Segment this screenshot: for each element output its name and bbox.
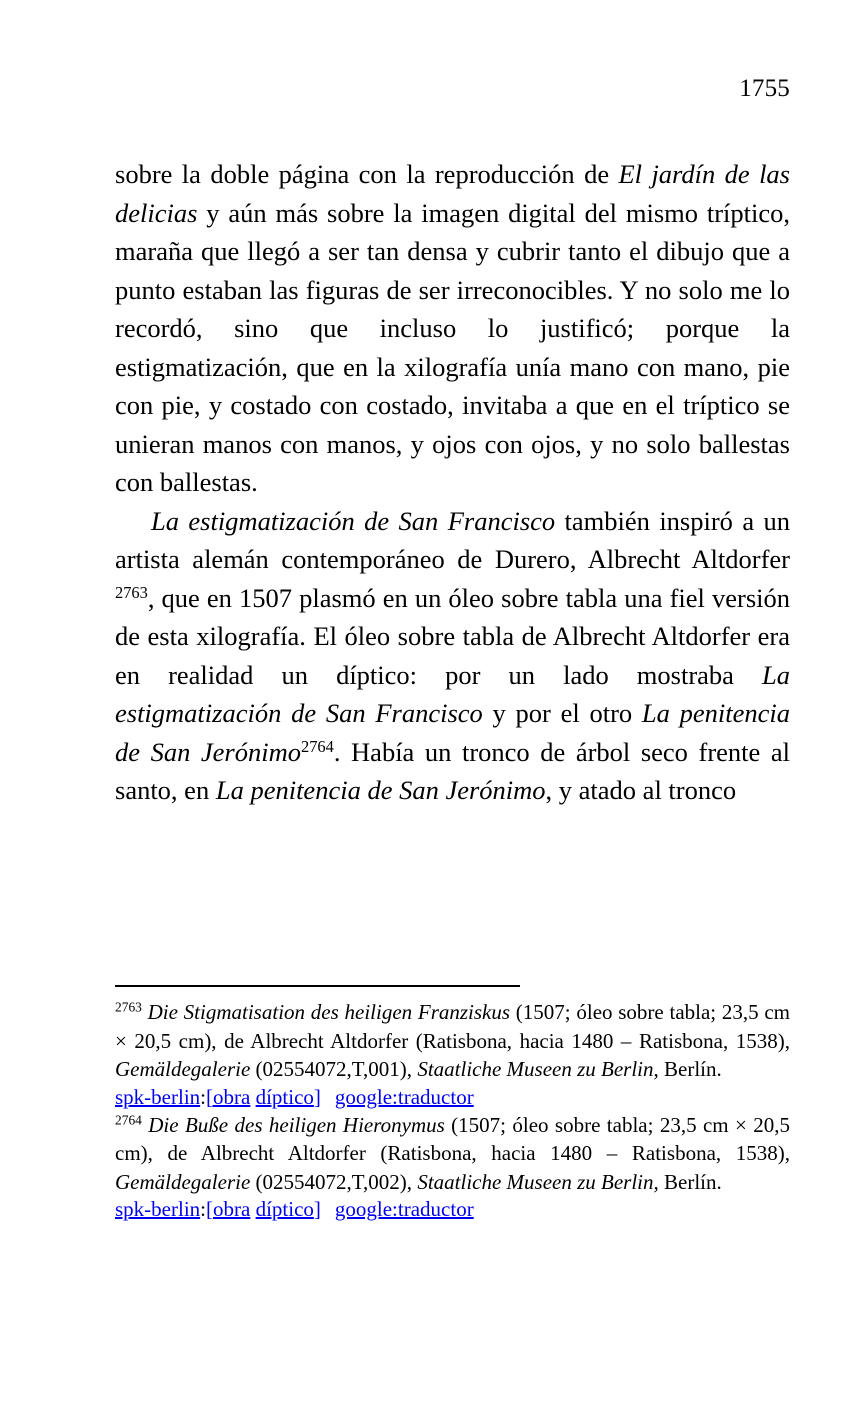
link-obra[interactable] — [206, 1085, 250, 1109]
italic-title-el-jardin: El jardín de las delicias — [115, 159, 790, 228]
link-spk-berlin[interactable]: spk-berlin — [115, 1197, 201, 1221]
text-run: (1507; óleo sobre tabla; 23,5 cm × 20,5 cm), de Albrecht Altdorfer (Ratisbona, hacia 1480 – Ratisbona, 1538), — [115, 1112, 790, 1165]
italic-title-estigmatizacion-1: La estigmatización de San Francisco — [151, 505, 556, 536]
close-bracket: ] — [313, 1197, 321, 1221]
text-run: y por el otro — [482, 698, 642, 728]
text-run: sobre la doble página con la reproducción de — [115, 159, 619, 189]
footnote-collection-2764: Gemäldegalerie — [115, 1169, 251, 1194]
footnote-museum-2763: Staatliche Museen zu Berlin — [417, 1057, 654, 1081]
footnote-number-2763: 2763 — [115, 999, 142, 1015]
footnote-reference-2763[interactable]: 2763 — [115, 582, 148, 602]
footnote-collection-2763: Gemäldegalerie — [115, 1057, 251, 1081]
link-spk-berlin[interactable]: spk-berlin — [115, 1084, 201, 1109]
text-run: (02554072,T,001), — [250, 1057, 418, 1081]
link-colon: : — [200, 1197, 206, 1221]
main-text-column — [115, 155, 790, 810]
link-google-traductor[interactable]: google:traductor — [334, 1084, 474, 1109]
link-obra[interactable] — [206, 1197, 250, 1221]
italic-title-penitencia-1: La penitencia de San Jerónimo — [115, 698, 790, 767]
footnote-title-2764: Die Buße des heiligen Hieronymus — [148, 1112, 445, 1137]
page-number: 1755 — [739, 75, 790, 102]
link-colon: : — [200, 1084, 206, 1109]
footnote-title-2763: Die Stigmatisation des heiligen Franziskus — [147, 1000, 511, 1024]
close-bracket: ] — [313, 1084, 321, 1109]
open-bracket: [ — [206, 1084, 213, 1109]
link-obra-label: obra — [213, 1084, 251, 1109]
link-google-traductor[interactable]: google:traductor — [334, 1197, 474, 1221]
text-run: (02554072,T,002), — [250, 1169, 418, 1194]
footnote-area — [115, 985, 790, 1223]
footnote-links-2763 — [115, 1084, 790, 1111]
text-run: . Había un tronco de árbol seco frente al santo, en — [115, 736, 790, 805]
link-diptico-label: díptico — [255, 1084, 314, 1109]
footnote-2763 — [115, 998, 790, 1084]
text-run: (1507; óleo sobre tabla; 23,5 cm × 20,5 cm), de Albrecht Altdorfer (Ratisbona, hacia 1480 – Ratisbona, 1538), — [115, 1000, 791, 1053]
footnote-2764 — [115, 1111, 790, 1197]
footnote-reference-2764[interactable]: 2764 — [301, 736, 334, 756]
body-paragraph-1 — [115, 155, 790, 502]
footnote-museum-2764: Staatliche Museen zu Berlin, — [417, 1169, 659, 1194]
text-run: , que en 1507 plasmó en un óleo sobre tabla una fiel versión de esta xilografía. El óleo sobre tabla de Albrecht Altdorfer era en realidad un díptico: por un lado mostraba — [115, 582, 790, 690]
text-run: también inspiró a un artista alemán contemporáneo de Durero, Albrecht Altdorfer — [115, 505, 790, 574]
italic-title-penitencia-2: La penitencia de San Jerónimo — [215, 775, 546, 805]
text-run: , Berlín. — [653, 1057, 722, 1081]
footnote-number-2764: 2764 — [115, 1111, 142, 1127]
italic-title-estigmatizacion-2: La estigmatización de San Francisco — [115, 659, 790, 728]
body-paragraph-2 — [115, 502, 790, 810]
footnote-separator-rule — [115, 985, 520, 987]
link-diptico[interactable] — [256, 1197, 321, 1221]
open-bracket: [ — [206, 1197, 213, 1221]
text-run: , y atado al tronco — [545, 775, 737, 805]
text-run: Berlín. — [658, 1169, 722, 1194]
text-run: y aún más sobre la imagen digital del mismo tríptico, maraña que llegó a ser tan densa y cubrir tanto el dibujo que a punto estaban las figuras de ser irreconocibles. Y no solo me lo recordó, sino que incluso lo justificó; porque la estigmatización, que en la xilografía unía mano con mano, pie con pie, y costado con costado, invitaba a que en el tríptico se unieran manos con manos, y ojos con ojos, y no solo ballestas con ballestas. — [115, 197, 790, 497]
link-diptico-label: díptico — [255, 1197, 314, 1221]
footnote-links-2764 — [115, 1196, 790, 1223]
link-obra-label: obra — [213, 1197, 251, 1221]
link-diptico[interactable] — [256, 1085, 321, 1109]
